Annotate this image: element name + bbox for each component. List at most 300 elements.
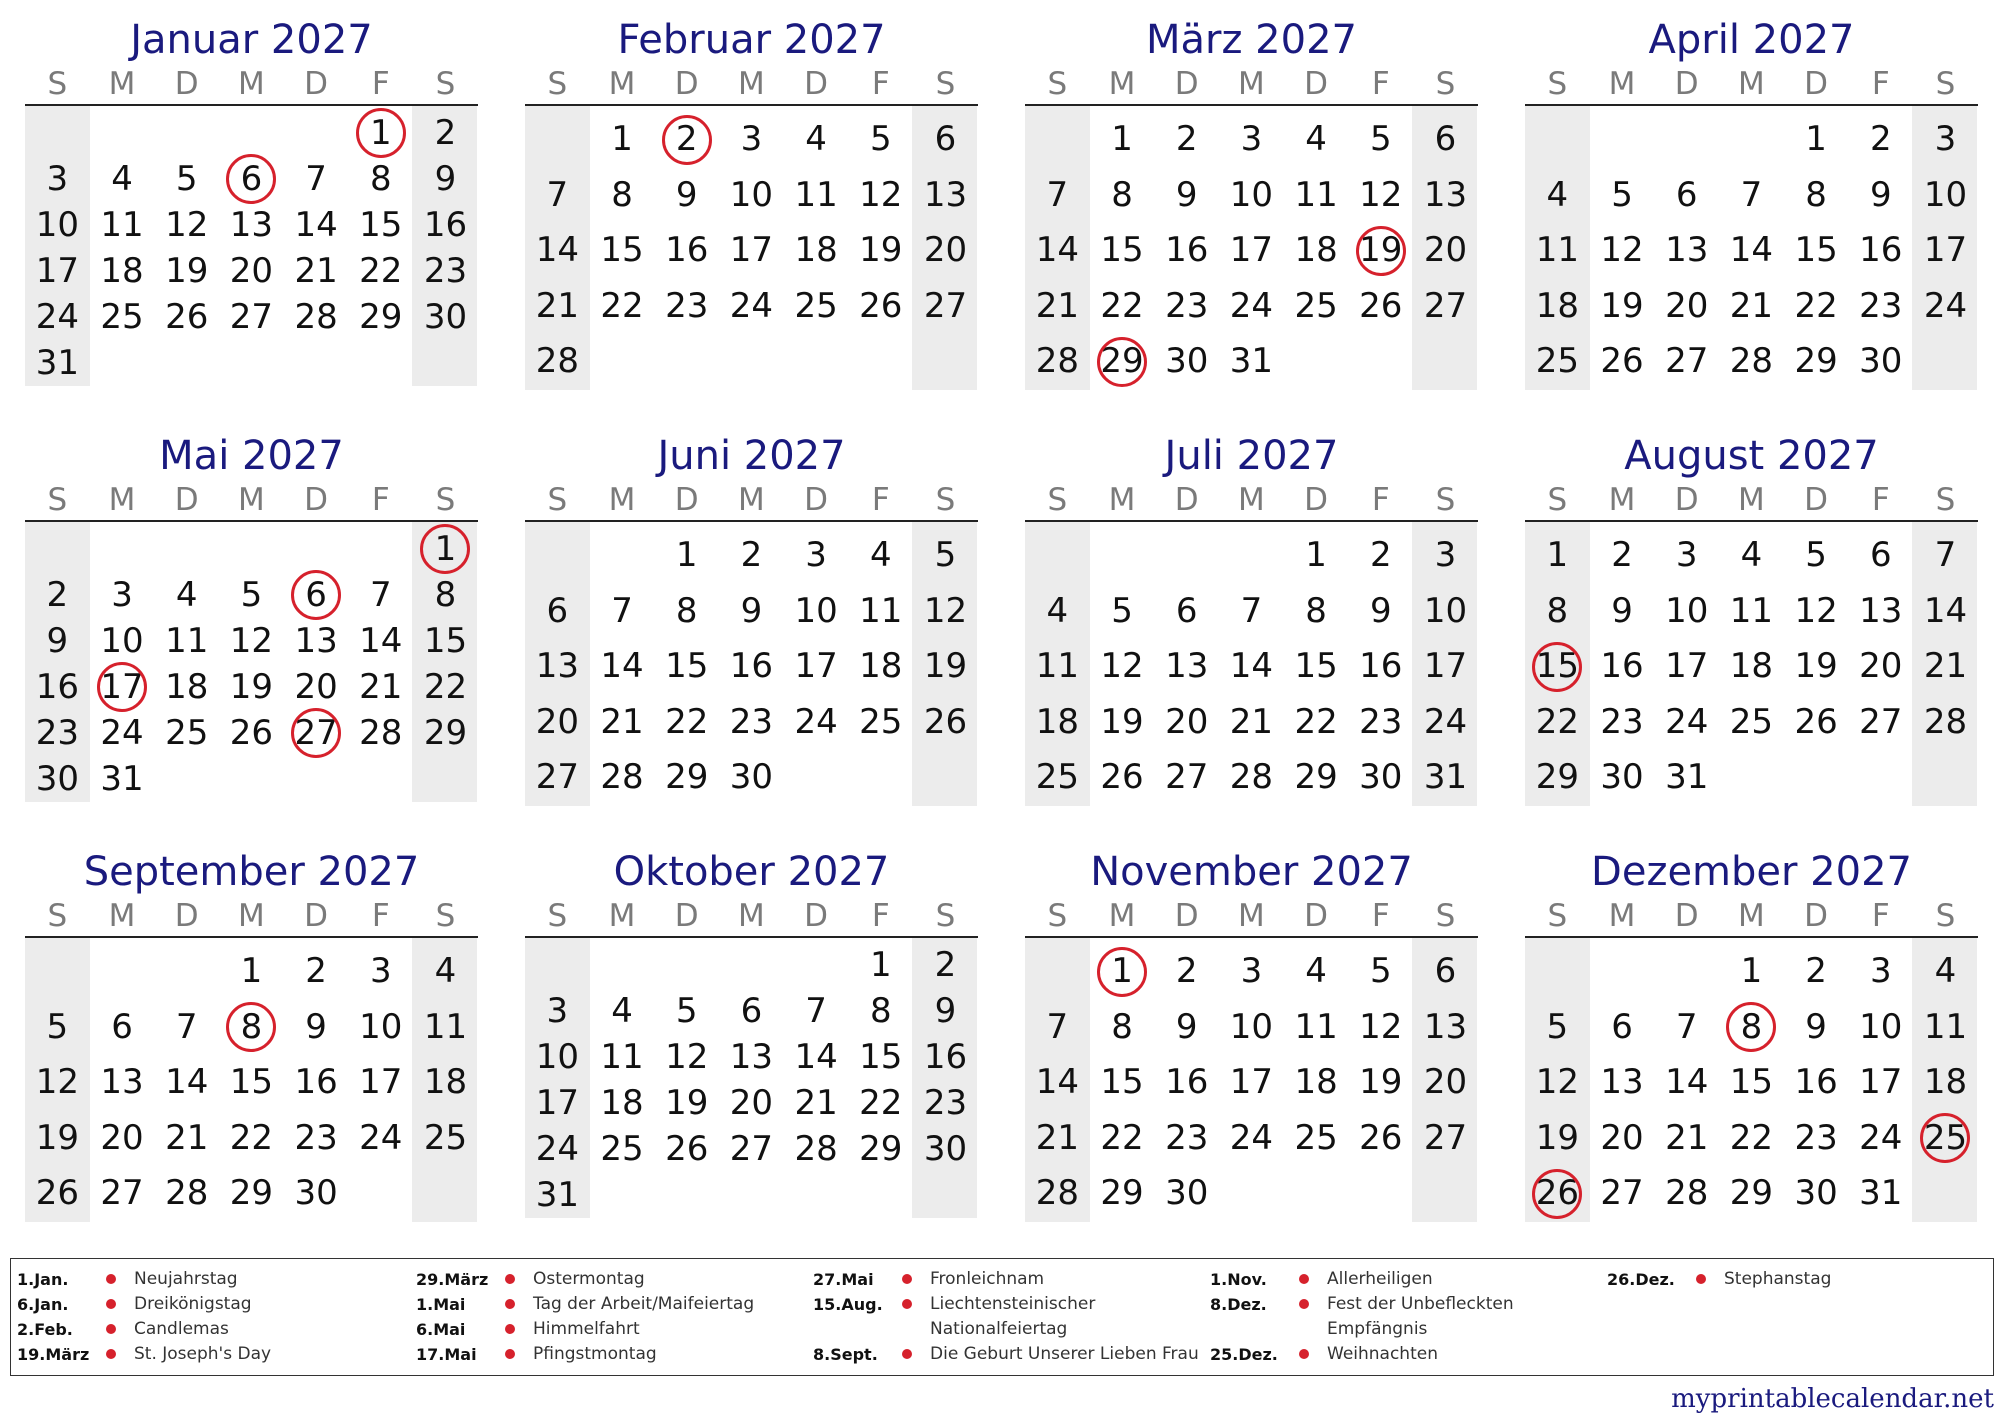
day-cell: 12 (1100, 646, 1144, 686)
day-grid (1525, 938, 1978, 1228)
empty-day-cell (154, 340, 219, 386)
day-cell: 29 (1294, 757, 1338, 797)
weekday-label: S (1047, 66, 1068, 102)
holiday-date: 1.Mai (416, 1295, 466, 1314)
day-cell: 4 (1934, 951, 1957, 991)
bullet-dot-icon (106, 1324, 116, 1334)
day-cell: 13 (1423, 1006, 1468, 1047)
day-cell: 1 (1305, 535, 1327, 575)
day-cell: 8 (1546, 590, 1569, 631)
day-cell: 13 (100, 1062, 144, 1102)
empty-day-cell (1590, 112, 1655, 168)
day-cell: 17 (1229, 230, 1274, 270)
day-cell: 17 (35, 251, 79, 291)
day-cell: 16 (1165, 230, 1209, 270)
day-cell: 1 (675, 535, 698, 575)
week-row (25, 664, 478, 710)
day-cell: 30 (1859, 341, 1903, 381)
empty-day-cell (284, 526, 349, 572)
day-cell: 10 (1423, 590, 1468, 631)
holiday-date: 25.Dez. (1210, 1345, 1278, 1364)
day-cell: 21 (165, 1117, 209, 1158)
week-row (25, 1111, 478, 1167)
weekday-label: M (738, 66, 765, 102)
week-row (25, 756, 478, 802)
day-cell: 21 (1229, 701, 1274, 742)
bullet-dot-icon (505, 1349, 515, 1359)
weekday-label: M (1608, 66, 1636, 102)
empty-day-cell (1025, 112, 1090, 168)
day-cell: 24 (1923, 285, 1968, 326)
empty-day-cell (1525, 112, 1590, 168)
week-row (525, 279, 978, 335)
empty-day-cell (913, 1172, 978, 1218)
weekday-label: S (1047, 482, 1068, 518)
day-cell: 25 (1035, 757, 1079, 797)
weekday-label: S (1935, 66, 1956, 102)
day-cell: 29 (859, 1129, 903, 1169)
weekday-label: D (174, 66, 199, 102)
day-cell: 31 (35, 343, 79, 383)
day-cell: 9 (1869, 174, 1892, 215)
day-grid (25, 938, 478, 1228)
month-calendar (525, 432, 978, 812)
weekday-label: M (608, 66, 636, 102)
day-cell: 7 (546, 174, 569, 215)
day-cell: 25 (1294, 285, 1338, 326)
holiday-day: 2 (654, 112, 719, 168)
month-calendar (1525, 16, 1978, 396)
weekday-label: D (174, 898, 199, 934)
holiday-date: 6.Mai (416, 1320, 466, 1339)
day-cell: 10 (100, 621, 144, 661)
weekday-label: S (47, 66, 68, 102)
legend-item (17, 1292, 407, 1317)
holiday-name: Fest der Unbefleckten Empfängnis (1327, 1294, 1514, 1339)
week-row (25, 1166, 478, 1222)
week-row (525, 584, 978, 640)
day-cell: 16 (1794, 1062, 1838, 1102)
holiday-day: 19 (1348, 223, 1413, 279)
weekday-label: M (108, 482, 136, 518)
week-row (1525, 1000, 1978, 1056)
empty-day-cell (913, 750, 978, 806)
day-cell: 5 (46, 1006, 69, 1047)
empty-day-cell (525, 528, 590, 584)
weekday-label: M (1238, 898, 1265, 934)
weekday-label: S (1435, 482, 1456, 518)
day-cell: 26 (1794, 701, 1838, 742)
day-cell: 9 (740, 590, 763, 631)
weekday-label: M (738, 482, 765, 518)
empty-day-cell (913, 334, 978, 390)
week-row (25, 944, 478, 1000)
weekday-label: M (108, 66, 136, 102)
day-grid (25, 106, 478, 390)
day-cell: 28 (1923, 701, 1968, 742)
week-row (1525, 750, 1978, 806)
day-cell: 7 (305, 159, 327, 199)
day-cell: 26 (665, 1129, 709, 1169)
day-cell: 19 (859, 230, 903, 270)
weekday-header (25, 480, 478, 522)
day-cell: 26 (923, 701, 968, 742)
day-cell: 30 (423, 297, 468, 337)
day-cell: 15 (1794, 230, 1838, 270)
month-title: März 2027 (1146, 17, 1357, 63)
empty-day-cell (654, 1172, 719, 1218)
day-cell: 17 (535, 1083, 579, 1123)
day-cell: 30 (1359, 757, 1403, 797)
day-cell: 9 (934, 991, 957, 1031)
day-cell: 1 (1111, 119, 1133, 159)
week-row (525, 639, 978, 695)
day-cell: 9 (434, 159, 457, 199)
week-row (1525, 168, 1978, 224)
bullet-dot-icon (106, 1349, 116, 1359)
legend-item (17, 1317, 407, 1342)
day-cell: 4 (1305, 119, 1327, 159)
day-cell: 16 (1359, 646, 1403, 686)
day-cell: 17 (1859, 1062, 1903, 1102)
day-cell: 15 (1100, 230, 1144, 270)
day-cell: 7 (1740, 174, 1763, 215)
weekday-label: F (371, 482, 390, 518)
day-cell: 9 (46, 621, 69, 661)
month-title: August 2027 (1624, 433, 1879, 479)
weekday-label: S (1935, 898, 1956, 934)
weekday-label: S (1435, 66, 1456, 102)
day-grid (1025, 938, 1478, 1228)
empty-day-cell (719, 942, 784, 988)
weekday-label: S (547, 898, 568, 934)
holiday-date: 2.Feb. (17, 1320, 73, 1339)
week-row (1525, 334, 1978, 390)
day-cell: 15 (229, 1062, 274, 1102)
day-cell: 18 (600, 1083, 644, 1123)
week-row (525, 750, 978, 806)
day-cell: 29 (359, 297, 403, 337)
week-row (1525, 528, 1978, 584)
day-cell: 11 (600, 1037, 644, 1077)
day-cell: 6 (1434, 951, 1457, 991)
empty-day-cell (1590, 944, 1655, 1000)
holiday-name: Candlemas (134, 1319, 229, 1339)
day-cell: 24 (1665, 701, 1709, 742)
day-cell: 13 (1600, 1062, 1644, 1102)
day-cell: 7 (175, 1006, 198, 1047)
day-cell: 31 (100, 759, 144, 799)
day-cell: 8 (611, 174, 633, 215)
day-cell: 22 (1294, 701, 1338, 742)
day-cell: 22 (359, 251, 403, 291)
day-cell: 10 (535, 1037, 579, 1077)
day-grid (1025, 106, 1478, 396)
day-cell: 4 (1046, 590, 1069, 631)
day-cell: 16 (35, 667, 79, 707)
day-cell: 10 (1229, 1006, 1274, 1047)
day-cell: 13 (1423, 174, 1468, 215)
month-title: Juni 2027 (657, 433, 846, 479)
day-cell: 14 (1665, 1062, 1709, 1102)
site-watermark[interactable]: myprintablecalendar.net (1671, 1384, 1994, 1414)
day-cell: 27 (1665, 341, 1709, 381)
day-cell: 29 (1729, 1173, 1774, 1213)
day-cell: 5 (675, 991, 698, 1031)
week-row (25, 526, 478, 572)
weekday-label: M (1608, 482, 1636, 518)
day-cell: 26 (165, 297, 209, 337)
day-cell: 18 (100, 251, 144, 291)
day-cell: 20 (1665, 285, 1709, 326)
day-cell: 2 (1611, 535, 1633, 575)
week-row (1025, 223, 1478, 279)
day-cell: 20 (535, 701, 579, 742)
day-cell: 3 (740, 119, 763, 159)
day-cell: 14 (1729, 230, 1774, 270)
empty-day-cell (90, 110, 155, 156)
empty-day-cell (284, 756, 349, 802)
weekday-label: M (1238, 66, 1265, 102)
day-cell: 13 (535, 646, 579, 686)
empty-day-cell (1219, 528, 1284, 584)
empty-day-cell (219, 110, 284, 156)
day-cell: 6 (111, 1006, 133, 1047)
day-cell: 14 (794, 1037, 838, 1077)
day-grid (1025, 522, 1478, 812)
empty-day-cell (154, 944, 219, 1000)
day-cell: 7 (1934, 535, 1957, 575)
day-cell: 25 (100, 297, 144, 337)
holiday-name: Pfingstmontag (533, 1344, 657, 1364)
day-cell: 30 (923, 1129, 968, 1169)
day-cell: 18 (859, 646, 903, 686)
day-cell: 28 (1665, 1173, 1709, 1213)
empty-day-cell (719, 1172, 784, 1218)
weekday-label: D (1674, 482, 1699, 518)
day-cell: 16 (294, 1062, 338, 1102)
day-cell: 7 (1240, 590, 1263, 631)
holiday-legend (10, 1258, 1994, 1376)
weekday-label: S (935, 482, 956, 518)
weekday-header (25, 64, 478, 106)
day-cell: 9 (1175, 174, 1198, 215)
week-row (1025, 334, 1478, 390)
day-cell: 25 (423, 1117, 468, 1158)
day-cell: 27 (1423, 285, 1468, 326)
day-cell: 16 (923, 1037, 968, 1077)
day-cell: 23 (665, 285, 709, 326)
day-cell: 6 (740, 991, 763, 1031)
day-cell: 8 (1305, 590, 1327, 631)
day-cell: 3 (1240, 951, 1263, 991)
weekday-label: F (1871, 898, 1890, 934)
weekday-label: F (1371, 898, 1390, 934)
day-cell: 24 (35, 297, 79, 337)
legend-item (416, 1342, 806, 1367)
holiday-date: 19.März (17, 1345, 90, 1364)
week-row (525, 528, 978, 584)
day-cell: 15 (600, 230, 644, 270)
weekday-label: D (1174, 898, 1199, 934)
weekday-label: F (1371, 66, 1390, 102)
day-cell: 14 (1229, 646, 1274, 686)
day-cell: 21 (1729, 285, 1774, 326)
day-cell: 3 (1869, 951, 1892, 991)
day-cell: 20 (729, 1083, 774, 1123)
day-cell: 30 (1794, 1173, 1838, 1213)
day-cell: 17 (1923, 230, 1968, 270)
day-cell: 19 (35, 1117, 79, 1158)
day-cell: 9 (675, 174, 698, 215)
weekday-label: M (1108, 66, 1136, 102)
week-row (1525, 584, 1978, 640)
day-cell: 18 (1035, 701, 1079, 742)
day-cell: 12 (1359, 174, 1403, 215)
day-cell: 11 (1729, 590, 1774, 631)
day-cell: 23 (294, 1117, 338, 1158)
day-cell: 26 (229, 713, 274, 753)
holiday-name: Himmelfahrt (533, 1319, 640, 1339)
day-cell: 8 (369, 159, 392, 199)
day-cell: 16 (665, 230, 709, 270)
day-cell: 23 (1859, 285, 1903, 326)
week-row (1025, 695, 1478, 751)
weekday-label: F (1871, 66, 1890, 102)
day-cell: 7 (805, 991, 827, 1031)
day-cell: 14 (359, 621, 403, 661)
day-cell: 30 (729, 757, 774, 797)
week-row (525, 334, 978, 390)
day-cell: 21 (1923, 646, 1968, 686)
day-cell: 21 (294, 251, 338, 291)
month-calendar (525, 16, 978, 396)
day-cell: 2 (1175, 951, 1198, 991)
day-cell: 24 (1229, 285, 1274, 326)
day-cell: 25 (1294, 1117, 1338, 1158)
empty-day-cell (1913, 1166, 1978, 1222)
day-cell: 16 (1600, 646, 1644, 686)
day-cell: 4 (1740, 535, 1763, 575)
bullet-dot-icon (106, 1299, 116, 1309)
day-cell: 25 (1729, 701, 1774, 742)
bullet-dot-icon (1299, 1299, 1309, 1309)
legend-item (416, 1267, 806, 1292)
empty-day-cell (154, 526, 219, 572)
day-cell: 15 (665, 646, 709, 686)
month-title: Dezember 2027 (1591, 849, 1912, 895)
day-cell: 28 (794, 1129, 838, 1169)
day-cell: 24 (729, 285, 774, 326)
day-cell: 22 (1794, 285, 1838, 326)
weekday-header (1525, 896, 1978, 938)
weekday-label: M (238, 66, 265, 102)
day-cell: 17 (1229, 1062, 1274, 1102)
day-cell: 3 (805, 535, 827, 575)
weekday-header (1525, 64, 1978, 106)
week-row (525, 1034, 978, 1080)
day-cell: 3 (1240, 119, 1263, 159)
day-cell: 24 (794, 701, 838, 742)
empty-day-cell (1219, 1166, 1284, 1222)
empty-day-cell (1413, 1166, 1478, 1222)
day-cell: 6 (1175, 590, 1198, 631)
holiday-date: 8.Sept. (813, 1345, 878, 1364)
day-cell: 7 (611, 590, 633, 631)
weekday-label: D (674, 482, 699, 518)
day-cell: 10 (1923, 174, 1968, 215)
legend-column (1210, 1267, 1600, 1367)
day-cell: 5 (934, 535, 957, 575)
day-cell: 20 (1423, 1062, 1468, 1102)
day-cell: 14 (294, 205, 338, 245)
weekday-label: S (47, 482, 68, 518)
day-cell: 18 (1294, 230, 1338, 270)
weekday-label: S (1435, 898, 1456, 934)
empty-day-cell (348, 1166, 413, 1222)
day-cell: 27 (100, 1173, 144, 1213)
legend-column (1607, 1267, 1997, 1292)
day-cell: 31 (1859, 1173, 1903, 1213)
day-cell: 7 (1046, 174, 1069, 215)
day-grid (525, 106, 978, 396)
weekday-label: D (1804, 482, 1829, 518)
day-cell: 26 (1359, 285, 1403, 326)
day-cell: 19 (923, 646, 968, 686)
holiday-date: 6.Jan. (17, 1295, 69, 1314)
day-cell: 20 (229, 251, 274, 291)
holiday-day: 6 (284, 572, 349, 618)
empty-day-cell (525, 942, 590, 988)
day-cell: 23 (35, 713, 79, 753)
holiday-name: Stephanstag (1724, 1269, 1832, 1289)
weekday-label: S (1547, 482, 1568, 518)
weekday-label: S (1047, 898, 1068, 934)
day-cell: 1 (611, 119, 633, 159)
week-row (1025, 584, 1478, 640)
empty-day-cell (784, 942, 849, 988)
day-cell: 3 (111, 575, 133, 615)
day-cell: 31 (1423, 757, 1468, 797)
month-title: Januar 2027 (130, 17, 373, 63)
weekday-label: D (174, 482, 199, 518)
day-cell: 14 (1923, 590, 1968, 631)
day-cell: 24 (1229, 1117, 1274, 1158)
empty-day-cell (1654, 944, 1719, 1000)
holiday-name: Allerheiligen (1327, 1269, 1433, 1289)
weekday-label: S (1547, 66, 1568, 102)
bullet-dot-icon (902, 1349, 912, 1359)
empty-day-cell (784, 334, 849, 390)
empty-day-cell (1154, 528, 1219, 584)
holiday-date: 26.Dez. (1607, 1270, 1675, 1289)
day-cell: 24 (1423, 701, 1468, 742)
day-cell: 29 (1100, 1173, 1144, 1213)
day-cell: 22 (229, 1117, 274, 1158)
weekday-label: S (547, 482, 568, 518)
day-cell: 12 (1794, 590, 1838, 631)
weekday-label: S (1935, 482, 1956, 518)
holiday-date: 8.Dez. (1210, 1295, 1267, 1314)
week-row (1025, 1111, 1478, 1167)
day-cell: 23 (1359, 701, 1403, 742)
empty-day-cell (1025, 944, 1090, 1000)
weekday-label: D (1674, 898, 1699, 934)
empty-day-cell (590, 1172, 655, 1218)
week-row (25, 248, 478, 294)
day-cell: 30 (1600, 757, 1644, 797)
day-cell: 10 (1229, 174, 1274, 215)
